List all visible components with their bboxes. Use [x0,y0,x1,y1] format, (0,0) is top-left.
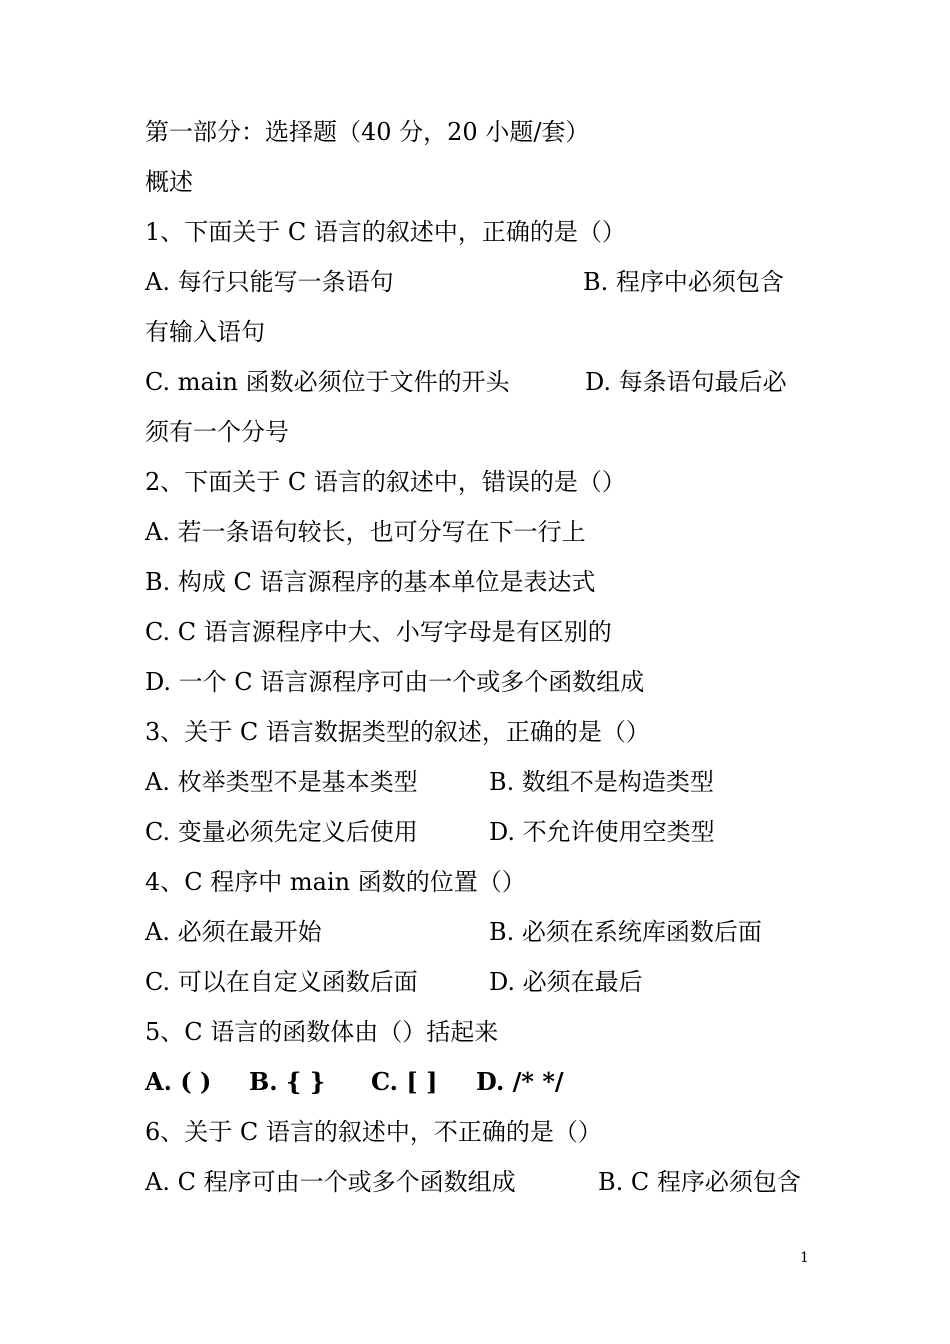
question-2: 2、下面关于 C 语言的叙述中，错误的是（） [145,468,626,496]
option-c: C. C 语言源程序中大、小写字母是有区别的 [145,618,612,646]
question-4: 4、C 程序中 main 函数的位置（） [145,868,526,896]
page-number: 1 [800,1250,809,1266]
option-a: A. ( ) [145,1067,212,1096]
option-a: A. 每行只能写一条语句 [145,268,394,296]
option-b-continued: 有输入语句 [145,318,265,346]
option-b: B. 必须在系统库函数后面 [489,918,762,946]
option-a: A. 若一条语句较长，也可分写在下一行上 [145,518,586,546]
option-b: B. 数组不是构造类型 [489,768,714,796]
question-1: 1、下面关于 C 语言的叙述中，正确的是（） [145,218,626,246]
option-a: A. 枚举类型不是基本类型 [145,768,418,796]
option-d: D. 不允许使用空类型 [489,818,715,846]
question-3: 3、关于 C 语言数据类型的叙述，正确的是（） [145,718,650,746]
option-b: B. { } [249,1067,326,1096]
option-c: C. main 函数必须位于文件的开头 [145,368,510,396]
option-d: D. 一个 C 语言源程序可由一个或多个函数组成 [145,668,645,696]
option-d: D. 必须在最后 [489,968,643,996]
option-b: B. 程序中必须包含 [583,268,784,296]
question-5: 5、C 语言的函数体由（）括起来 [145,1018,499,1046]
option-a: A. C 程序可由一个或多个函数组成 [145,1168,516,1196]
option-b: B. 构成 C 语言源程序的基本单位是表达式 [145,568,596,596]
option-c: C. 可以在自定义函数后面 [145,968,418,996]
subsection-heading: 概述 [145,168,193,196]
option-d: D. /* */ [476,1067,564,1096]
option-b: B. C 程序必须包含 [598,1168,801,1196]
section-heading: 第一部分：选择题（40 分，20 小题/套） [145,118,590,146]
option-a: A. 必须在最开始 [145,918,322,946]
option-d-continued: 须有一个分号 [145,418,289,446]
option-c: C. [ ] [371,1067,438,1096]
option-d: D. 每条语句最后必 [585,368,787,396]
option-c: C. 变量必须先定义后使用 [145,818,418,846]
question-6: 6、关于 C 语言的叙述中，不正确的是（） [145,1118,602,1146]
